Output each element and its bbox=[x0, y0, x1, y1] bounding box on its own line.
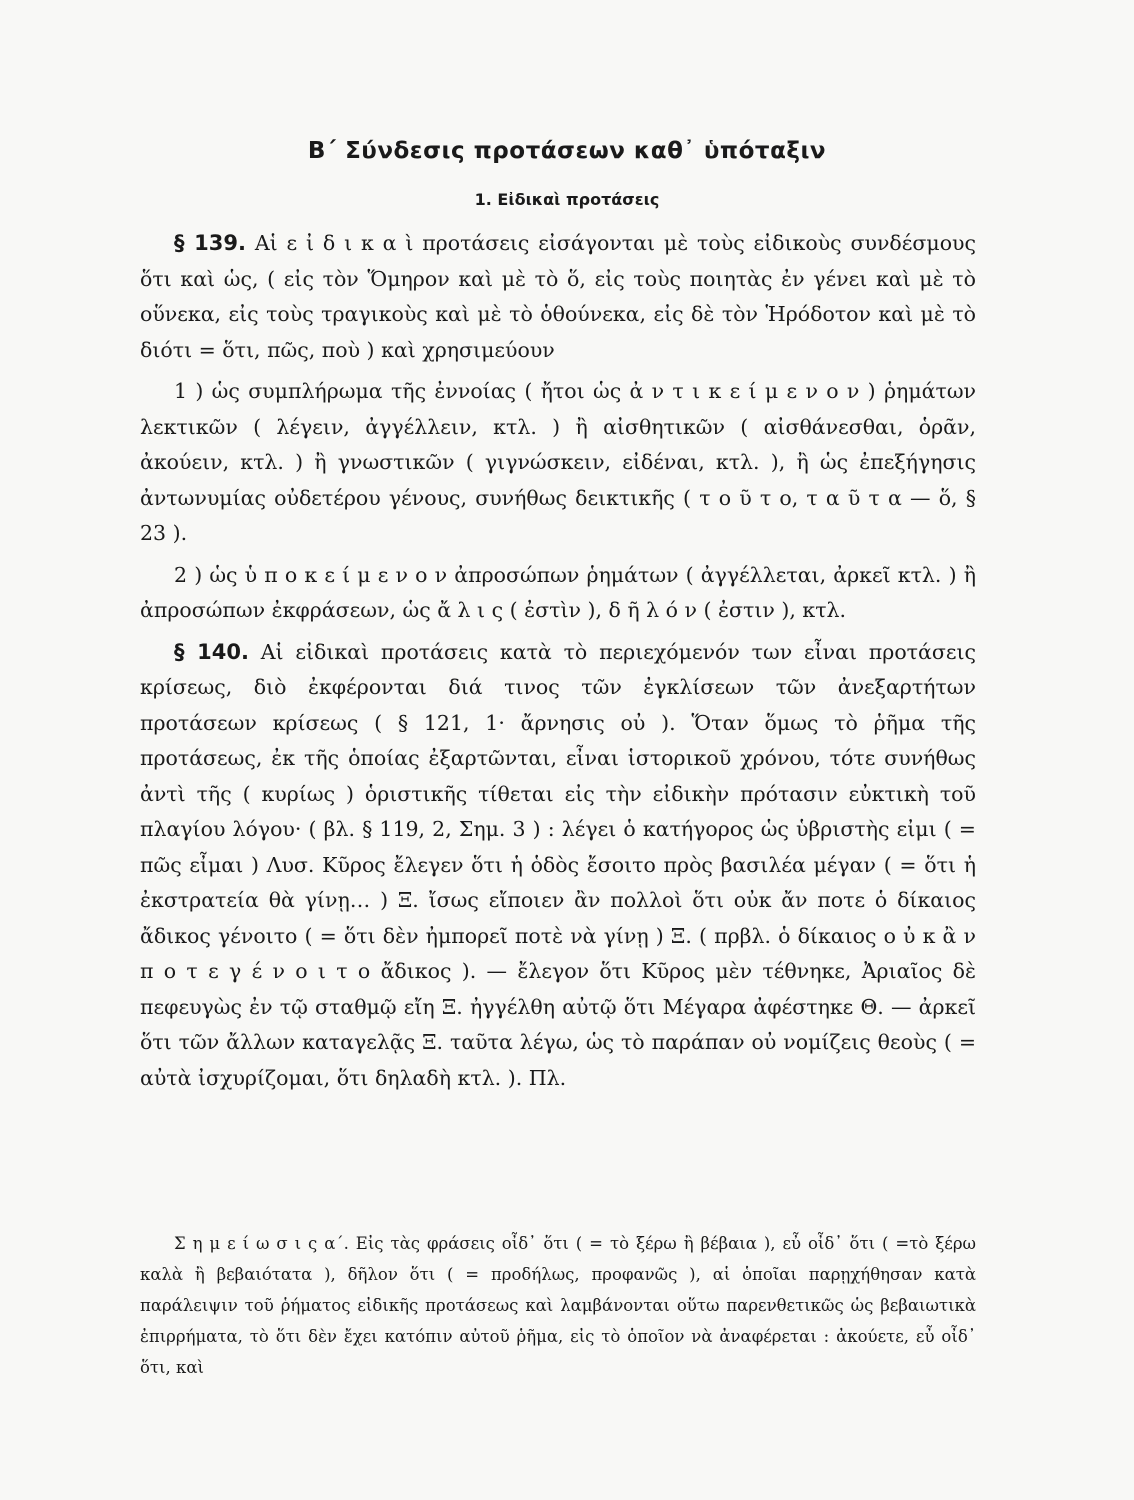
paragraph-139-item-1: 1 ) ὡς συμπλήρωμα τῆς ἐννοίας ( ἤτοι ὡς ἀ ν τ ι κ ε ί μ ε ν ο ν ) ῥημάτων λεκτικῶν ( λέγειν, ἀγγέλλειν, κτλ. ) ἢ αἰσθητικῶν ( αἰσθάνεσθαι, ὁρᾶν, ἀκούειν, κτλ. ) ἢ γνωστικῶν ( γιγνώσκειν, εἰδέναι, κτλ. ), ἢ ὡς ἐπεξήγησις ἀντωνυμίας οὐδετέρου γένους, συνήθως δεικτικῆς ( τ ο ῦ τ ο, τ α ῦ τ α — ὅ, § 23 ). bbox=[140, 379, 976, 545]
main-text bbox=[140, 226, 976, 1096]
paragraph-140 bbox=[140, 635, 976, 1097]
section-number-140: § 140. bbox=[174, 639, 249, 664]
paragraph-139-item-2: 2 ) ὡς ὑ π ο κ ε ί μ ε ν ο ν ἀπροσώπων ῥημάτων ( ἀγγέλλεται, ἀρκεῖ κτλ. ) ἢ ἀπροσώπων ἐκφράσεων, ὡς ἄ λ ι ς ( ἐστὶν ), δ ῆ λ ό ν ( ἐστιν ), κτλ. bbox=[140, 562, 976, 622]
chapter-title: Β΄ Σύνδεσις προτάσεων καθ᾽ ὑπόταξιν bbox=[307, 138, 827, 164]
section-subtitle: 1. Εἰδικαὶ προτάσεις bbox=[474, 190, 660, 209]
remark-block bbox=[140, 1228, 976, 1383]
paragraph-139 bbox=[140, 226, 976, 368]
paragraph-139-text: Αἱ ε ἰ δ ι κ α ὶ προτάσεις εἰσάγονται μὲ τοὺς εἰδικοὺς συνδέσμους ὅτι καὶ ὡς, ( εἰς τὸν Ὅμηρον καὶ μὲ τὸ ὅ, εἰς τοὺς ποιητὰς ἐν γένει καὶ μὲ τὸ οὕνεκα, εἰς τοὺς τραγικοὺς καὶ μὲ τὸ ὁθούνεκα, εἰς δὲ τὸν Ἡρόδοτον καὶ μὲ τὸ διότι = ὅτι, πῶς, ποὺ ) καὶ χρησιμεύουν bbox=[140, 231, 976, 362]
section-number-139: § 139. bbox=[174, 231, 246, 255]
remark-a: Σ η μ ε ί ω σ ι ς α΄. Εἰς τὰς φράσεις οἶδ᾽ ὅτι ( = τὸ ξέρω ἢ βέβαια ), εὖ οἶδ᾽ ὅτι ( =τὸ ξέρω καλὰ ἢ βεβαιότατα ), δῆλον ὅτι ( = προδήλως, προφανῶς ), αἱ ὁποῖαι παρῃχήθησαν κατὰ παράλειψιν τοῦ ῥήματος εἰδικῆς προτάσεως καὶ λαμβάνονται οὕτω παρενθετικῶς ὡς βεβαιωτικὰ ἐπιρρήματα, τὸ ὅτι δὲν ἔχει κατόπιν αὐτοῦ ῥῆμα, εἰς τὸ ὁποῖον νὰ ἀναφέρεται : ἀκούετε, εὖ οἶδ᾽ ὅτι, καὶ bbox=[140, 1234, 976, 1377]
paragraph-140-text: Αἱ εἰδικαὶ προτάσεις κατὰ τὸ περιεχόμενόν των εἶναι προτάσεις κρίσεως, διὸ ἐκφέρονται διά τινος τῶν ἐγκλίσεων τῶν ἀνεξαρτήτων προτάσεων κρίσεως ( § 121, 1· ἄρνησις οὐ ). Ὅταν ὅμως τὸ ῥῆμα τῆς προτάσεως, ἐκ τῆς ὁποίας ἐξαρτῶνται, εἶναι ἱστορικοῦ χρόνου, τότε συνήθως ἀντὶ τῆς ( κυρίως ) ὁριστικῆς τίθεται εἰς τὴν εἰδικὴν πρότασιν εὐκτικὴ τοῦ πλαγίου λόγου· ( βλ. § 119, 2, Σημ. 3 ) : λέγει ὁ κατήγορος ὡς ὑβριστὴς εἰμι ( = πῶς εἶμαι ) Λυσ. Κῦρος ἔλεγεν ὅτι ἡ ὁδὸς ἔσοιτο πρὸς βασιλέα μέγαν ( = ὅτι ἡ ἐκστρατεία θὰ γίνῃ… ) Ξ. ἴσως εἴποιεν ἂν πολλοὶ ὅτι οὐκ ἄν ποτε ὁ δίκαιος ἄδικος γένοιτο ( = ὅτι δὲν ἠμπορεῖ ποτὲ νὰ γίνῃ ) Ξ. ( πρβλ. ὁ δίκαιος ο ὐ κ ἂ ν π ο τ ε γ έ ν ο ι τ ο ἄδικος ). — ἔλεγον ὅτι Κῦρος μὲν τέθνηκε, Ἀριαῖος δὲ πεφευγὼς ἐν τῷ σταθμῷ εἴη Ξ. ἠγγέλθη αὐτῷ ὅτι Μέγαρα ἀφέστηκε Θ. — ἀρκεῖ ὅτι τῶν ἄλλων καταγελᾷς Ξ. ταῦτα λέγω, ὡς τὸ παράπαν οὐ νομίζεις θεοὺς ( = αὐτὰ ἰσχυρίζομαι, ὅτι δηλαδὴ κτλ. ). Πλ. bbox=[140, 639, 976, 1090]
